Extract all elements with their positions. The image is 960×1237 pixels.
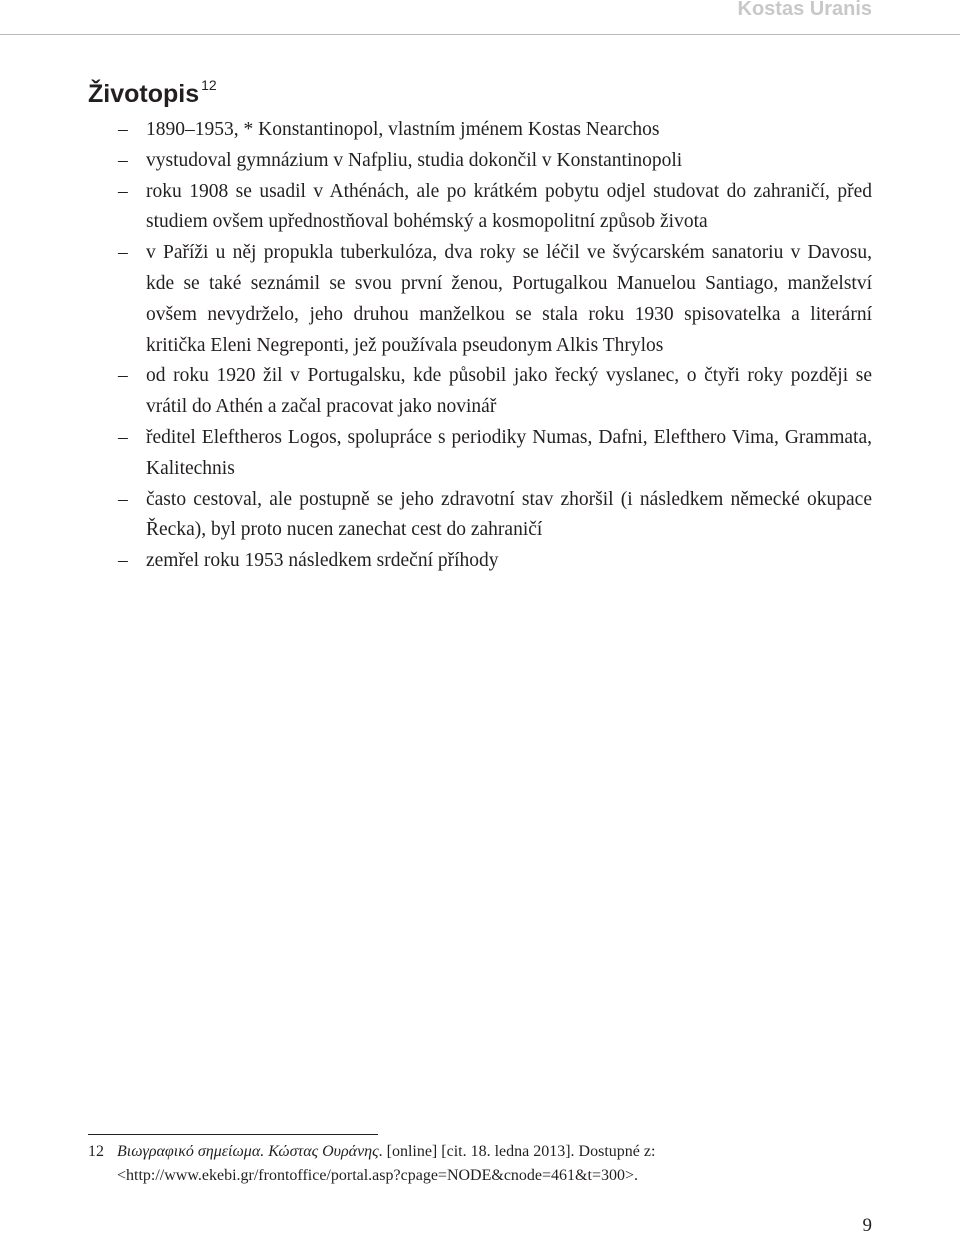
list-item [88,546,872,577]
footnote-divider [88,1134,378,1135]
list-item-text: ředitel Eleftheros Logos, spolupráce s periodiky Numas, Dafni, Elefthero Vima, Grammata, Kalitechnis [146,426,872,479]
footnote-source-title: Βιωγραφικό σημείωμα. Κώστας Ουράνης [117,1143,379,1160]
footnote-citation[interactable]: . [online] [cit. 18. ledna 2013]. Dostupné z: <http://www.ekebi.gr/frontoffice/portal.asp?cpage=NODE&cnode=461&t=300>. [117,1143,656,1184]
list-item [88,177,872,239]
list-dash: – [118,242,128,264]
running-header-author: Kostas Uranis [737,0,872,20]
section-title [88,70,217,109]
list-item [88,485,872,547]
footnote-text [88,1140,874,1188]
footnote-number: 12 [88,1143,104,1160]
list-item [88,361,872,423]
footnote [88,1140,874,1188]
running-header [0,0,960,35]
list-dash: – [118,149,128,171]
list-item-text: 1890–1953, * Konstantinopol, vlastním jménem Kostas Nearchos [146,119,660,140]
list-item-text: od roku 1920 žil v Portugalsku, kde působil jako řecký vyslanec, o čtyři roky později se vrátil do Athén a začal pracovat jako novinář [146,365,872,418]
page-number: 9 [862,1215,872,1236]
list-dash: – [118,488,128,510]
list-dash: – [118,426,128,448]
list-item-text: v Paříži u něj propukla tuberkulóza, dva roky se léčil ve švýcarském sanatoriu v Davosu, kde se také seznámil se svou první ženou, Portugalkou Manuelou Santiago, manželství ovšem nevydrželo, jeho druhou manželkou se stala roku 1930 spisovatelka a literární kritička Eleni Negreponti, jež používala pseudonym Alkis Thrylos [146,242,872,356]
list-item [88,146,872,177]
list-item-text: roku 1908 se usadil v Athénách, ale po krátkém pobytu odjel studovat do zahraničí, před studiem ovšem upřednostňoval bohémský a kosmopolitní způsob života [146,180,872,233]
list-item-text: vystudoval gymnázium v Nafpliu, studia dokončil v Konstantinopoli [146,149,683,171]
section-title-text: Životopis [88,80,200,108]
biography-list [88,115,872,577]
list-item [88,115,872,146]
list-item [88,423,872,485]
list-dash: – [118,180,128,202]
list-item [88,238,872,361]
footnote-reference[interactable]: 12 [201,77,217,93]
list-dash: – [118,119,128,140]
list-dash: – [118,365,128,387]
list-dash: – [118,550,128,572]
list-item-text: často cestoval, ale postupně se jeho zdravotní stav zhoršil (i následkem německé okupace Řecka), byl proto nucen zanechat cest do zahraničí [146,488,872,541]
list-item-text: zemřel roku 1953 následkem srdeční příhody [146,550,499,572]
